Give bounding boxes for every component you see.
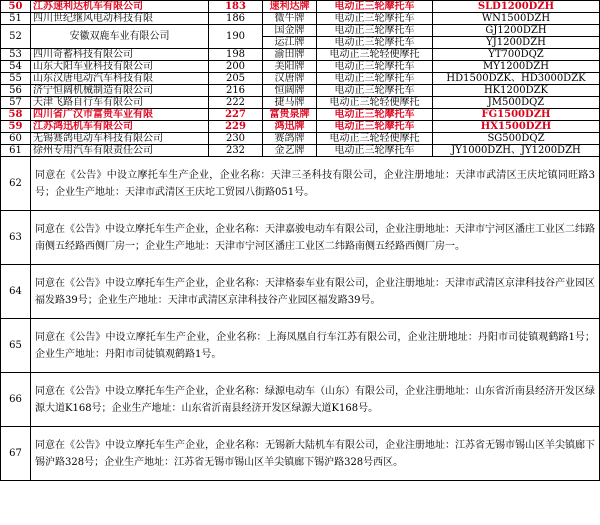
company-name: 江苏鸿迅机车有限公司 [31, 121, 209, 133]
company-name: 安徽双鹿车业有限公司 [31, 25, 209, 49]
announcement-row [1, 427, 600, 481]
vehicle-type: 电动正三轮摩托车 [317, 37, 433, 49]
row-number: 64 [1, 265, 31, 319]
company-code: 183 [209, 1, 263, 13]
model-number: MY1200DZH [433, 61, 600, 73]
model-number: HK1200DZK [433, 85, 600, 97]
brand-name: 渝田牌 [263, 49, 317, 61]
table-row [1, 49, 600, 61]
table-row [1, 133, 600, 145]
announcement-text: 同意在《公告》中设立摩托车生产企业，企业名称：绿源电动车（山东）有限公司，企业注册地址：山东省沂南县经济开发区绿源大道K168号；企业生产地址：山东省沂南县经济开发区绿源大道K168号。 [31, 373, 600, 427]
model-number: GJ1200DZH [433, 25, 600, 37]
vehicle-type: 电动正三轮摩托车 [317, 25, 433, 37]
row-number: 65 [1, 319, 31, 373]
announcement-text: 同意在《公告》中设立摩托车生产企业，企业名称：天津嘉骏电动车有限公司，企业注册地址：天津市宁河区潘庄工业区二纬路南侧五经路西侧厂房一；企业生产地址：天津市宁河区潘庄工业区二纬路南侧五经路西侧厂房一。 [31, 211, 600, 265]
vehicle-type: 电动正三轮摩托车 [317, 121, 433, 133]
announcement-text: 同意在《公告》中设立摩托车生产企业，企业名称：天津三圣科技有限公司，企业注册地址：天津市武清区王庆坨镇同旺路3号；企业生产地址：天津市武清区王庆坨工贸园八街路051号。 [31, 157, 600, 211]
vehicle-type: 电动正三轮摩托车 [317, 109, 433, 121]
model-number: SLD1200DZH [433, 1, 600, 13]
row-number: 50 [1, 1, 31, 13]
company-code: 186 [209, 13, 263, 25]
model-number: YT700DQZ [433, 49, 600, 61]
vehicle-type: 电动正三轮摩托车 [317, 145, 433, 157]
brand-name: 运江牌 [263, 37, 317, 49]
company-name: 江苏速利达机车有限公司 [31, 1, 209, 13]
model-number: FG1500DZH [433, 109, 600, 121]
model-number: YJ1200DZH [433, 37, 600, 49]
table-row [1, 85, 600, 97]
company-name: 山东汉唐电动汽车科技有限 [31, 73, 209, 85]
announcement-row [1, 265, 600, 319]
brand-name: 鸿迅牌 [263, 121, 317, 133]
table-row [1, 145, 600, 157]
row-number: 62 [1, 157, 31, 211]
row-number: 66 [1, 373, 31, 427]
model-number: HD1500DZK、HD3000DZK [433, 73, 600, 85]
vehicle-type: 电动正三轮轻便摩托 [317, 97, 433, 109]
row-number: 56 [1, 85, 31, 97]
table-row [1, 25, 600, 37]
brand-name: 国金牌 [263, 25, 317, 37]
company-name: 四川世纪继风电动科技有限 [31, 13, 209, 25]
brand-name: 微牛牌 [263, 13, 317, 25]
row-number: 63 [1, 211, 31, 265]
brand-name: 赛鸽牌 [263, 133, 317, 145]
company-name: 山东大阳车业科技有限公司 [31, 61, 209, 73]
brand-name: 捷马牌 [263, 97, 317, 109]
vehicle-type: 电动正三轮轻便摩托 [317, 49, 433, 61]
row-number: 55 [1, 73, 31, 85]
model-number: JM500DQZ [433, 97, 600, 109]
company-code: 198 [209, 49, 263, 61]
table-row [1, 61, 600, 73]
company-name: 无锡赛鸽电动车科技有限公司 [31, 133, 209, 145]
announcement-row [1, 319, 600, 373]
company-code: 232 [209, 145, 263, 157]
row-number: 54 [1, 61, 31, 73]
brand-name: 恒阔牌 [263, 85, 317, 97]
row-number: 67 [1, 427, 31, 481]
company-name: 徐州专用汽车有限责任公司 [31, 145, 209, 157]
vehicle-type: 电动正三轮摩托车 [317, 73, 433, 85]
vehicle-type: 电动正三轮摩托车 [317, 1, 433, 13]
row-number: 59 [1, 121, 31, 133]
model-number: SG500DQZ [433, 133, 600, 145]
company-code: 205 [209, 73, 263, 85]
table-row [1, 73, 600, 85]
company-code: 227 [209, 109, 263, 121]
company-name: 天津飞路自行车有限公司 [31, 97, 209, 109]
company-name: 济宁恒阔机械制造有限公司 [31, 85, 209, 97]
row-number: 57 [1, 97, 31, 109]
brand-name: 金艺牌 [263, 145, 317, 157]
row-number: 60 [1, 133, 31, 145]
row-number: 61 [1, 145, 31, 157]
announcement-text: 同意在《公告》中设立摩托车生产企业，企业名称：上海凤凰自行车江苏有限公司，企业注册地址：丹阳市司徒镇观鹤路1号；企业生产地址：丹阳市司徒镇观鹤路1号。 [31, 319, 600, 373]
table-row [1, 109, 600, 121]
company-code: 190 [209, 25, 263, 49]
row-number: 53 [1, 49, 31, 61]
company-name: 四川省广汉市富贵车业有限 [31, 109, 209, 121]
model-number: JY1000DZH、JY1200DZH [433, 145, 600, 157]
model-number: HX1500DZH [433, 121, 600, 133]
table-row [1, 1, 600, 13]
company-code: 230 [209, 133, 263, 145]
model-number: WN1500DZH [433, 13, 600, 25]
vehicle-type: 电动正三轮轻便摩托 [317, 133, 433, 145]
announcement-text: 同意在《公告》中设立摩托车生产企业，企业名称：天津格泰车业有限公司，企业注册地址：天津市武清区京津科技谷产业园区福发路39号；企业生产地址：天津市武清区京津科技谷产业园区福发路39号。 [31, 265, 600, 319]
row-number: 52 [1, 25, 31, 49]
announcement-row [1, 211, 600, 265]
brand-name: 美阳牌 [263, 61, 317, 73]
table-row [1, 121, 600, 133]
company-code: 216 [209, 85, 263, 97]
company-name: 四川奇蓄科技有限公司 [31, 49, 209, 61]
company-code: 229 [209, 121, 263, 133]
vehicle-type: 电动正三轮摩托车 [317, 61, 433, 73]
company-code: 222 [209, 97, 263, 109]
company-code: 200 [209, 61, 263, 73]
vehicle-type: 电动正三轮摩托车 [317, 85, 433, 97]
announcement-row [1, 157, 600, 211]
table-row [1, 13, 600, 25]
brand-name: 汉唐牌 [263, 73, 317, 85]
row-number: 58 [1, 109, 31, 121]
row-number: 51 [1, 13, 31, 25]
announcement-text: 同意在《公告》中设立摩托车生产企业，企业名称：无锡新大陆机车有限公司，企业注册地址：江苏省无锡市锡山区羊尖镇廊下锡沪路328号；企业生产地址：江苏省无锡市锡山区羊尖镇廊下锡沪路328号西区。 [31, 427, 600, 481]
vehicle-type: 电动正三轮摩托车 [317, 13, 433, 25]
table-row [1, 97, 600, 109]
brand-name: 富贵泉牌 [263, 109, 317, 121]
announcement-row [1, 373, 600, 427]
brand-name: 速利达牌 [263, 1, 317, 13]
